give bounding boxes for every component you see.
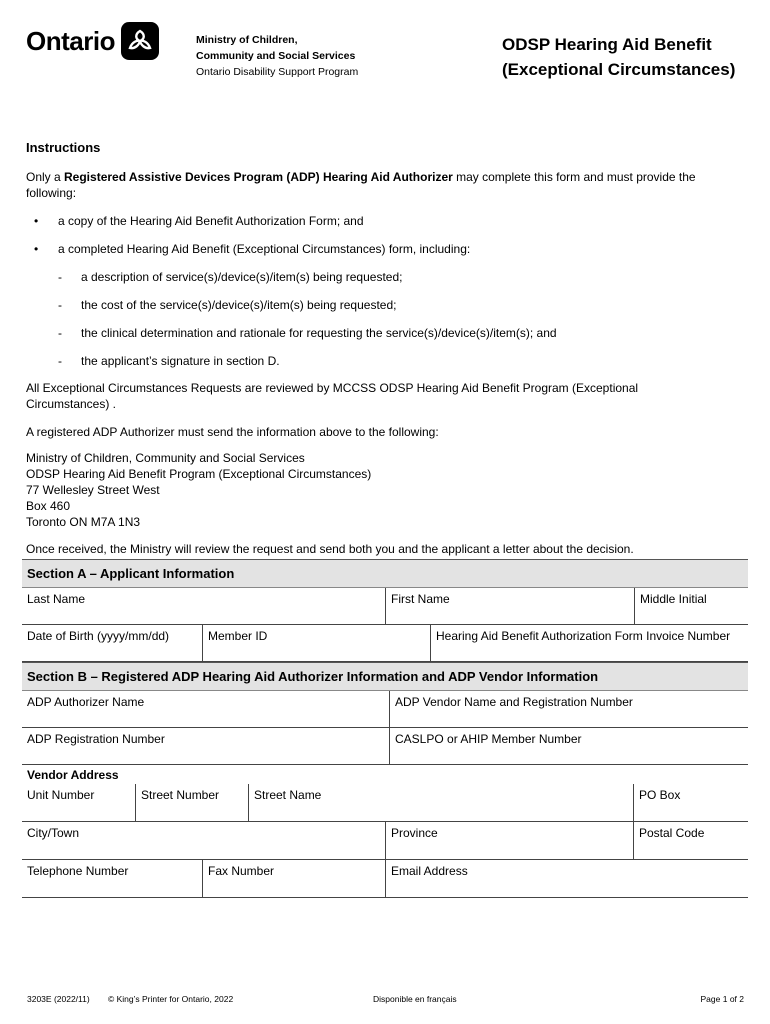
page-header bbox=[0, 0, 770, 100]
sub-item: - a description of service(s)/device(s)/item(s) being requested; bbox=[58, 270, 403, 284]
mailing-address bbox=[26, 450, 746, 530]
bullet-text: a copy of the Hearing Aid Benefit Authorization Form; and bbox=[58, 214, 364, 228]
telephone-field[interactable] bbox=[22, 860, 202, 897]
form-title-line2: (Exceptional Circumstances) bbox=[502, 60, 736, 79]
sub-item: - the clinical determination and rationale for requesting the service(s)/device(s)/item(s); and bbox=[58, 326, 557, 340]
authorizer-name-field[interactable] bbox=[22, 691, 389, 727]
dob-field[interactable] bbox=[22, 625, 202, 661]
po-box-label: PO Box bbox=[639, 788, 681, 802]
french-version-link[interactable]: Disponible en français bbox=[373, 994, 457, 1004]
ministry-name-line2: Community and Social Services bbox=[196, 50, 356, 62]
address-line: Box 460 bbox=[26, 499, 71, 513]
instructions bbox=[26, 140, 746, 557]
fax-field[interactable] bbox=[202, 860, 385, 897]
member-id-field[interactable] bbox=[202, 625, 430, 661]
first-name-field[interactable] bbox=[385, 588, 634, 624]
last-name-field[interactable] bbox=[22, 588, 385, 624]
sub-item-text: a description of service(s)/device(s)/item(s) being requested; bbox=[81, 270, 403, 284]
registration-number-field[interactable] bbox=[22, 728, 389, 764]
address-line: ODSP Hearing Aid Benefit Program (Exceptional Circumstances) bbox=[26, 467, 372, 481]
program-name: Ontario Disability Support Program bbox=[196, 66, 359, 78]
province-label: Province bbox=[391, 826, 438, 840]
email-field[interactable] bbox=[385, 860, 748, 897]
ministry-name-line1: Ministry of Children, bbox=[196, 34, 298, 46]
send-text: A registered ADP Authorizer must send the information above to the following: bbox=[26, 425, 439, 439]
unit-number-label: Unit Number bbox=[27, 788, 95, 802]
sub-item-text: the cost of the service(s)/device(s)/item(s) being requested; bbox=[81, 298, 397, 312]
postal-code-field[interactable] bbox=[633, 822, 748, 859]
address-line: Ministry of Children, Community and Social Services bbox=[26, 451, 305, 465]
section-b-row-registration bbox=[22, 728, 748, 765]
first-name-label: First Name bbox=[391, 592, 450, 606]
logo-text: Ontario bbox=[26, 25, 115, 56]
form-code: 3203E (2022/11) bbox=[27, 994, 90, 1004]
street-number-label: Street Number bbox=[141, 788, 220, 802]
registration-number-label: ADP Registration Number bbox=[27, 732, 165, 746]
caslpo-label: CASLPO or AHIP Member Number bbox=[395, 732, 582, 746]
review-text: All Exceptional Circumstances Requests are reviewed by MCCSS ODSP Hearing Aid Benefit Program (Exceptional Circumstances) . bbox=[26, 381, 639, 411]
caslpo-field[interactable] bbox=[389, 728, 748, 764]
section-b-row-city bbox=[22, 822, 748, 860]
po-box-field[interactable] bbox=[633, 784, 748, 821]
copyright: © King’s Printer for Ontario, 2022 bbox=[108, 994, 234, 1004]
telephone-label: Telephone Number bbox=[27, 864, 129, 878]
page-number: Page 1 of 2 bbox=[700, 994, 744, 1004]
section-a-row-ids bbox=[22, 625, 748, 662]
address-line: Toronto ON M7A 1N3 bbox=[26, 515, 141, 529]
member-id-label: Member ID bbox=[208, 629, 268, 643]
invoice-number-label: Hearing Aid Benefit Authorization Form Invoice Number bbox=[436, 629, 731, 643]
sub-item-text: the clinical determination and rationale for requesting the service(s)/device(s)/item(s); and bbox=[81, 326, 557, 340]
middle-initial-label: Middle Initial bbox=[640, 592, 707, 606]
fax-label: Fax Number bbox=[208, 864, 275, 878]
instructions-heading: Instructions bbox=[26, 140, 101, 155]
street-number-field[interactable] bbox=[135, 784, 248, 821]
city-label: City/Town bbox=[27, 826, 80, 840]
invoice-number-field[interactable] bbox=[430, 625, 748, 661]
section-b-row-contact bbox=[22, 860, 748, 898]
ministry-block bbox=[196, 32, 358, 80]
street-name-label: Street Name bbox=[254, 788, 322, 802]
once-received-text: Once received, the Ministry will review the request and send both you and the applicant a letter about the decision. bbox=[26, 542, 634, 556]
sub-item-text: the applicant’s signature in section D. bbox=[81, 354, 280, 368]
postal-code-label: Postal Code bbox=[639, 826, 705, 840]
email-label: Email Address bbox=[391, 864, 468, 878]
vendor-address-label: Vendor Address bbox=[27, 768, 119, 782]
dob-label: Date of Birth (yyyy/mm/dd) bbox=[27, 629, 170, 643]
unit-number-field[interactable] bbox=[22, 784, 135, 821]
form-title-line1: ODSP Hearing Aid Benefit bbox=[502, 35, 712, 54]
bullet-item: • a copy of the Hearing Aid Benefit Authorization Form; and bbox=[34, 214, 364, 228]
province-field[interactable] bbox=[385, 822, 633, 859]
intro-pre: Only a bbox=[26, 170, 65, 184]
authorizer-name-label: ADP Authorizer Name bbox=[27, 695, 145, 709]
bullet-text: a completed Hearing Aid Benefit (Exceptional Circumstances) form, including: bbox=[58, 242, 471, 256]
sub-item: - the applicant’s signature in section D. bbox=[58, 354, 280, 368]
trillium-icon bbox=[121, 22, 159, 60]
last-name-label: Last Name bbox=[27, 592, 86, 606]
sub-item: - the cost of the service(s)/device(s)/item(s) being requested; bbox=[58, 298, 397, 312]
street-name-field[interactable] bbox=[248, 784, 633, 821]
form-title bbox=[502, 32, 735, 82]
intro-post: may complete this form and must provide the following: bbox=[26, 170, 696, 200]
intro-bold: Registered Assistive Devices Program (ADP) Hearing Aid Authorizer bbox=[64, 170, 453, 184]
section-a-heading: Section A – Applicant Information bbox=[22, 559, 748, 588]
address-line: 77 Wellesley Street West bbox=[26, 483, 160, 497]
ontario-logo bbox=[26, 22, 159, 60]
middle-initial-field[interactable] bbox=[634, 588, 748, 624]
vendor-name-field[interactable] bbox=[389, 691, 748, 727]
section-a-row-names bbox=[22, 588, 748, 625]
vendor-name-label: ADP Vendor Name and Registration Number bbox=[395, 695, 633, 709]
city-field[interactable] bbox=[22, 822, 385, 859]
section-b-row-authorizer bbox=[22, 691, 748, 728]
bullet-item: • a completed Hearing Aid Benefit (Exceptional Circumstances) form, including: bbox=[34, 242, 471, 256]
section-b-row-street bbox=[22, 784, 748, 822]
section-b-heading: Section B – Registered ADP Hearing Aid Authorizer Information and ADP Vendor Information bbox=[22, 662, 748, 691]
instructions-intro bbox=[26, 169, 746, 201]
